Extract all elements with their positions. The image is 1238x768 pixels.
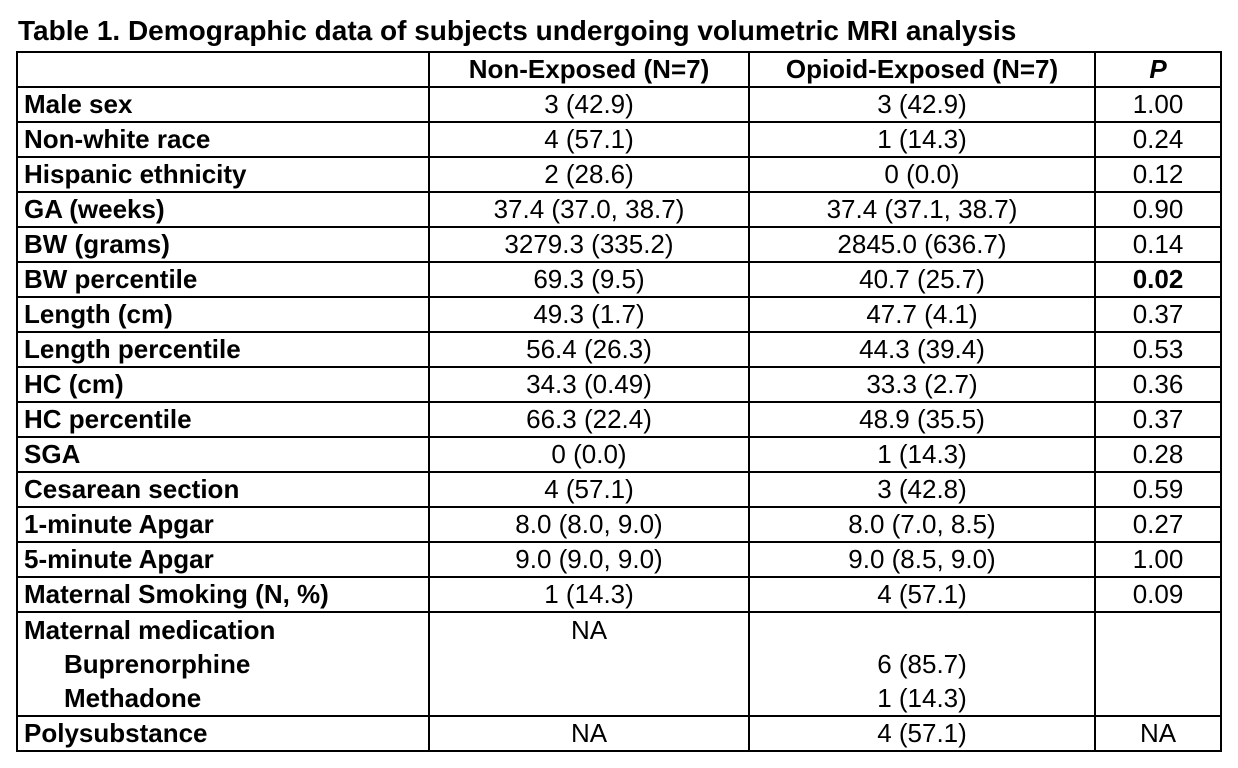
non-exposed-cell: 3279.3 (335.2) (429, 227, 749, 262)
opioid-exposed-cell: 2845.0 (636.7) (749, 227, 1095, 262)
table-row (17, 332, 1221, 367)
p-value-cell: 0.09 (1095, 577, 1221, 612)
row-label: Male sex (17, 87, 429, 122)
non-exposed-cell: 4 (57.1) (429, 472, 749, 507)
methadone-label: Methadone (64, 683, 202, 713)
table-title: Table 1. Demographic data of subjects undergoing volumetric MRI analysis (18, 15, 1017, 46)
non-exposed-cell: 66.3 (22.4) (429, 402, 749, 437)
p-value-cell-significant: 0.02 (1095, 262, 1221, 297)
row-label: Length (cm) (17, 297, 429, 332)
table-row (17, 262, 1221, 297)
table-row (17, 367, 1221, 402)
non-exposed-cell: 3 (42.9) (429, 87, 749, 122)
table-row-maternal-medication (17, 612, 1221, 716)
row-label-group (17, 612, 429, 716)
opioid-exposed-cell: 48.9 (35.5) (749, 402, 1095, 437)
table-row (17, 122, 1221, 157)
opioid-exposed-cell: 3 (42.9) (749, 87, 1095, 122)
non-exposed-cell: 8.0 (8.0, 9.0) (429, 507, 749, 542)
row-label: HC (cm) (17, 367, 429, 402)
row-label: Polysubstance (17, 716, 429, 751)
row-label: Hispanic ethnicity (17, 157, 429, 192)
opioid-exposed-cell: 4 (57.1) (749, 716, 1095, 751)
table-row (17, 297, 1221, 332)
opioid-exposed-cell: 33.3 (2.7) (749, 367, 1095, 402)
header-opioid-exposed: Opioid-Exposed (N=7) (749, 52, 1095, 87)
p-value-cell: 0.36 (1095, 367, 1221, 402)
opioid-exposed-cell: 44.3 (39.4) (749, 332, 1095, 367)
opioid-exposed-cell: 8.0 (7.0, 8.5) (749, 507, 1095, 542)
table-row (17, 227, 1221, 262)
non-exposed-cell: 49.3 (1.7) (429, 297, 749, 332)
p-value-cell: NA (1095, 716, 1221, 751)
non-exposed-cell: 2 (28.6) (429, 157, 749, 192)
buprenorphine-label: Buprenorphine (64, 649, 251, 679)
p-value-cell: 1.00 (1095, 87, 1221, 122)
row-label: 1-minute Apgar (17, 507, 429, 542)
row-label: 5-minute Apgar (17, 542, 429, 577)
opioid-exposed-cell (749, 612, 1095, 716)
non-exposed-cell: 34.3 (0.49) (429, 367, 749, 402)
table-row (17, 402, 1221, 437)
opioid-exposed-cell: 3 (42.8) (749, 472, 1095, 507)
opioid-exposed-cell: 0 (0.0) (749, 157, 1095, 192)
opioid-exposed-cell: 40.7 (25.7) (749, 262, 1095, 297)
row-label: HC percentile (17, 402, 429, 437)
table-row (17, 437, 1221, 472)
table-row (17, 542, 1221, 577)
p-value-cell: 0.14 (1095, 227, 1221, 262)
maternal-medication-non-exposed: NA (570, 615, 608, 645)
p-value-cell: 0.37 (1095, 402, 1221, 437)
opioid-exposed-cell: 1 (14.3) (749, 122, 1095, 157)
spacer (756, 613, 1088, 647)
table-row (17, 87, 1221, 122)
header-non-exposed: Non-Exposed (N=7) (429, 52, 749, 87)
opioid-exposed-cell: 4 (57.1) (749, 577, 1095, 612)
row-label: Cesarean section (17, 472, 429, 507)
p-value-cell-empty (1095, 612, 1221, 716)
buprenorphine-value: 6 (85.7) (877, 649, 967, 679)
opioid-exposed-cell: 37.4 (37.1, 38.7) (749, 192, 1095, 227)
p-value-cell: 0.59 (1095, 472, 1221, 507)
maternal-medication-label: Maternal medication (24, 615, 276, 645)
non-exposed-cell: 56.4 (26.3) (429, 332, 749, 367)
p-value-cell: 0.24 (1095, 122, 1221, 157)
table-row (17, 507, 1221, 542)
p-value-cell: 0.28 (1095, 437, 1221, 472)
p-value-cell: 0.90 (1095, 192, 1221, 227)
non-exposed-cell: NA (429, 716, 749, 751)
non-exposed-cell: 1 (14.3) (429, 577, 749, 612)
non-exposed-cell (429, 612, 749, 716)
table-row (17, 577, 1221, 612)
table-row (17, 192, 1221, 227)
non-exposed-cell: 0 (0.0) (429, 437, 749, 472)
p-value-cell: 0.12 (1095, 157, 1221, 192)
non-exposed-cell: 4 (57.1) (429, 122, 749, 157)
non-exposed-cell: 9.0 (9.0, 9.0) (429, 542, 749, 577)
opioid-exposed-cell: 1 (14.3) (749, 437, 1095, 472)
methadone-value: 1 (14.3) (877, 683, 967, 713)
demographic-table (16, 51, 1222, 752)
opioid-exposed-cell: 47.7 (4.1) (749, 297, 1095, 332)
row-label: BW (grams) (17, 227, 429, 262)
table-row (17, 157, 1221, 192)
non-exposed-cell: 69.3 (9.5) (429, 262, 749, 297)
row-label: Length percentile (17, 332, 429, 367)
header-p: P (1095, 52, 1221, 87)
opioid-exposed-cell: 9.0 (8.5, 9.0) (749, 542, 1095, 577)
p-value-cell: 0.37 (1095, 297, 1221, 332)
header-empty (17, 52, 429, 87)
table-row (17, 472, 1221, 507)
row-label: GA (weeks) (17, 192, 429, 227)
table-row (17, 716, 1221, 751)
row-label: Maternal Smoking (N, %) (17, 577, 429, 612)
row-label: SGA (17, 437, 429, 472)
row-label: BW percentile (17, 262, 429, 297)
p-value-cell: 1.00 (1095, 542, 1221, 577)
p-value-cell: 0.27 (1095, 507, 1221, 542)
p-value-cell: 0.53 (1095, 332, 1221, 367)
row-label: Non-white race (17, 122, 429, 157)
non-exposed-cell: 37.4 (37.0, 38.7) (429, 192, 749, 227)
header-row (17, 52, 1221, 87)
